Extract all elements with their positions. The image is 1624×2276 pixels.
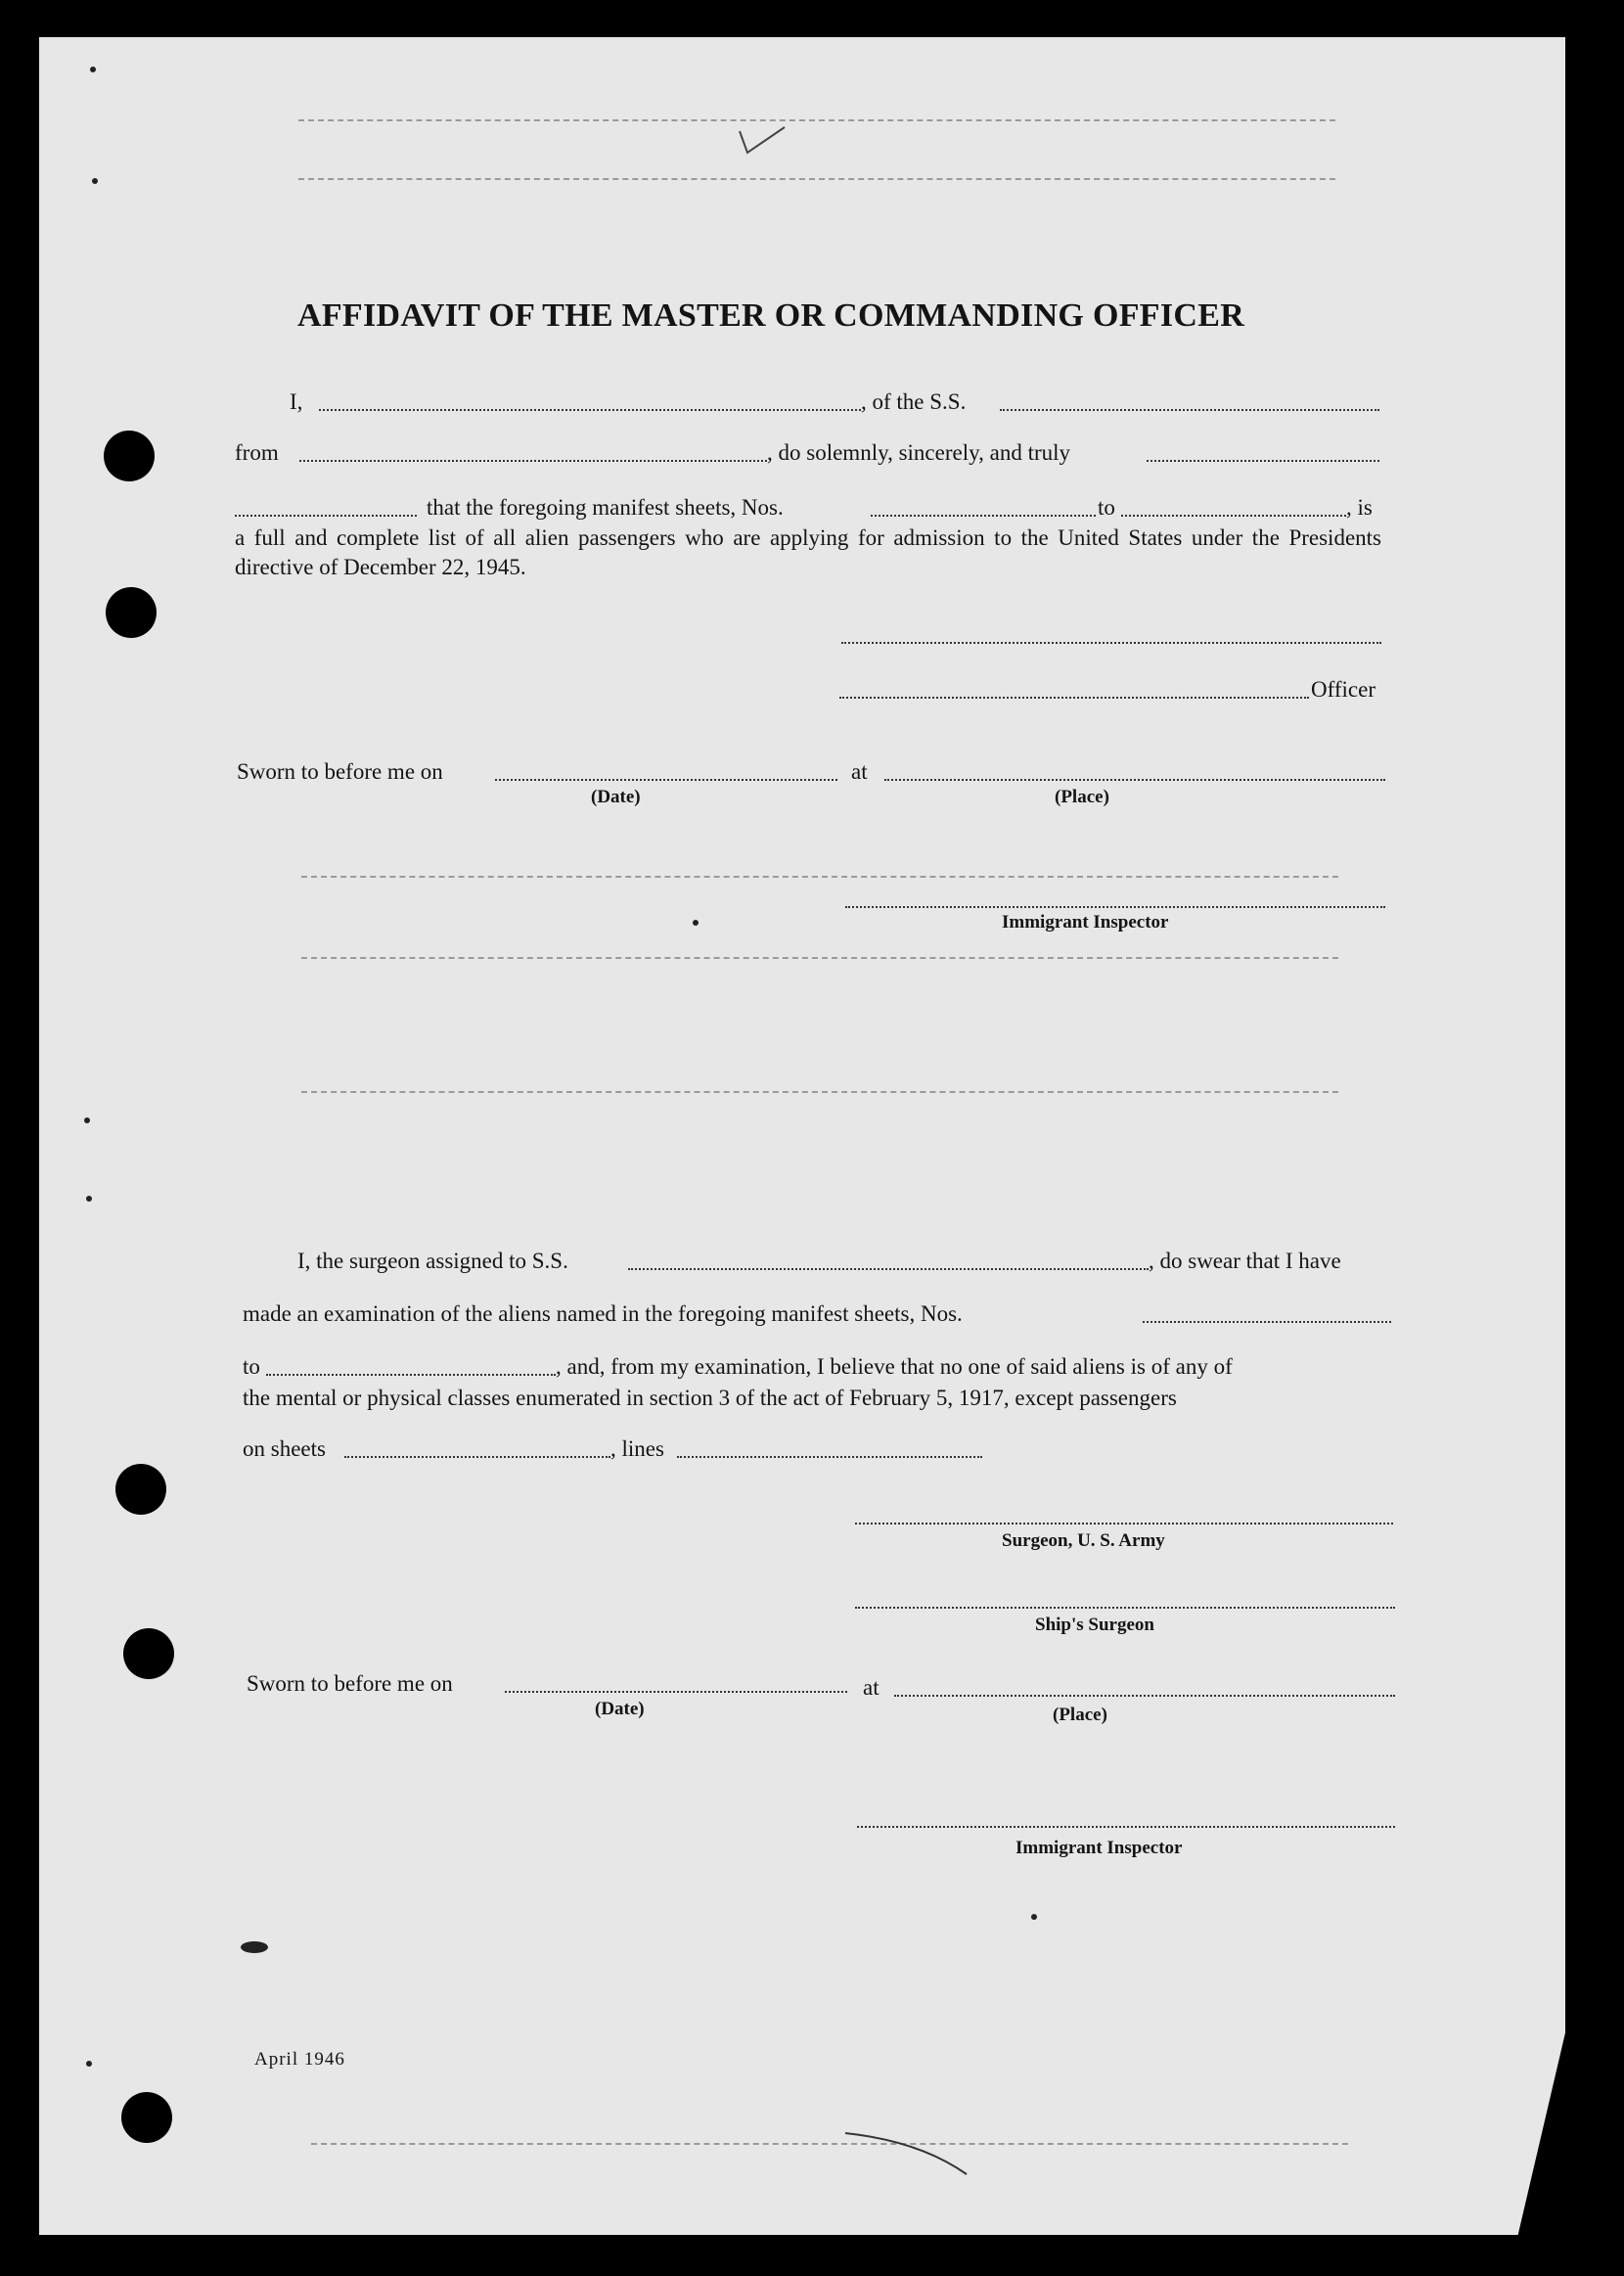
master-signature-field[interactable] <box>841 642 1381 644</box>
ink-smudge <box>235 1934 284 1963</box>
ship-surgeon-signature-field[interactable] <box>855 1607 1395 1609</box>
sworn-place-field[interactable] <box>884 779 1385 781</box>
master-statement-text: a full and complete list of all alien passengers who are applying for admission to the United States under the Presidents directive of December 22, 1945. <box>235 525 1381 579</box>
of-ss-label: , of the S.S. <box>861 389 967 414</box>
is-label: , is <box>1346 495 1373 520</box>
sworn-date-field[interactable] <box>495 779 837 781</box>
at-label-2: at <box>863 1675 880 1700</box>
inspector-signature-field[interactable] <box>845 906 1385 908</box>
form-date: April 1946 <box>254 2049 345 2070</box>
i-label: I, <box>290 389 303 414</box>
place-caption: (Place) <box>1055 787 1109 807</box>
on-sheets-label: on sheets <box>243 1436 326 1461</box>
from-label: from <box>235 440 279 465</box>
form-page <box>39 37 1565 2235</box>
sworn-place-field-2[interactable] <box>894 1695 1395 1697</box>
classes-text: the mental or physical classes enumerated in section 3 of the act of February 5, 1917, except passengers <box>243 1386 1177 1410</box>
ink-speck <box>90 67 96 72</box>
ship-name-field[interactable] <box>1000 409 1379 411</box>
ink-speck <box>1031 1914 1037 1920</box>
punch-hole <box>115 1464 166 1515</box>
punch-hole <box>123 1628 174 1679</box>
ships-surgeon-caption: Ship's Surgeon <box>1035 1615 1154 1635</box>
army-surgeon-caption: Surgeon, U. S. Army <box>1002 1530 1165 1551</box>
bleed-through-line <box>298 119 1335 121</box>
ink-speck <box>86 2061 92 2067</box>
manifest-label: that the foregoing manifest sheets, Nos. <box>427 495 784 520</box>
belief-label: , and, from my examination, I believe that no one of said aliens is of any of <box>556 1354 1233 1379</box>
page-title: AFFIDAVIT OF THE MASTER OR COMMANDING OFFICER <box>297 297 1245 334</box>
pencil-stroke <box>841 2123 978 2182</box>
surgeon-ship-field[interactable] <box>628 1268 1149 1270</box>
place-caption-2: (Place) <box>1053 1705 1107 1725</box>
at-label: at <box>851 759 868 784</box>
officer-title-field[interactable] <box>839 697 1309 699</box>
immigrant-inspector-caption: Immigrant Inspector <box>1002 912 1169 933</box>
immigrant-inspector-caption-2: Immigrant Inspector <box>1015 1838 1183 1858</box>
date-caption: (Date) <box>591 787 641 807</box>
punch-hole <box>121 2092 172 2143</box>
officer-label: Officer <box>1311 677 1376 702</box>
to-label: to <box>1098 495 1115 520</box>
ink-speck <box>693 920 699 926</box>
inspector-signature-field-2[interactable] <box>857 1826 1395 1828</box>
army-surgeon-signature-field[interactable] <box>855 1523 1393 1525</box>
punch-hole <box>106 587 157 638</box>
sheets-field[interactable] <box>344 1456 610 1458</box>
surgeon-to-label: to <box>243 1354 260 1379</box>
oath-continued-field[interactable] <box>235 515 417 517</box>
bleed-through-line <box>301 957 1338 959</box>
manifest-from-field[interactable] <box>871 515 1096 517</box>
sworn-label-2: Sworn to before me on <box>247 1671 453 1696</box>
swear-label: , do swear that I have <box>1149 1249 1341 1273</box>
sworn-label: Sworn to before me on <box>237 759 443 784</box>
master-name-field[interactable] <box>319 409 861 411</box>
bleed-through-line <box>301 1091 1338 1093</box>
pencil-mark <box>734 121 792 160</box>
ink-speck <box>84 1117 90 1123</box>
ink-speck <box>86 1196 92 1202</box>
surgeon-manifest-from-field[interactable] <box>1143 1321 1391 1323</box>
manifest-to-field[interactable] <box>1121 515 1346 517</box>
examination-label: made an examination of the aliens named in the foregoing manifest sheets, Nos. <box>243 1301 963 1326</box>
punch-hole <box>104 431 155 481</box>
date-caption-2: (Date) <box>595 1699 645 1719</box>
sworn-date-field-2[interactable] <box>505 1691 847 1693</box>
from-port-field[interactable] <box>299 460 767 462</box>
surgeon-manifest-to-field[interactable] <box>266 1374 556 1376</box>
bleed-through-line <box>298 178 1335 180</box>
lines-label: , lines <box>610 1436 664 1461</box>
surgeon-intro-label: I, the surgeon assigned to S.S. <box>297 1249 568 1273</box>
bleed-through-line <box>301 876 1338 878</box>
lines-field[interactable] <box>677 1456 982 1458</box>
bleed-through-line <box>311 2143 1348 2145</box>
oath-field[interactable] <box>1147 460 1379 462</box>
ink-speck <box>92 178 98 184</box>
solemnly-label: , do solemnly, sincerely, and truly <box>767 440 1071 465</box>
